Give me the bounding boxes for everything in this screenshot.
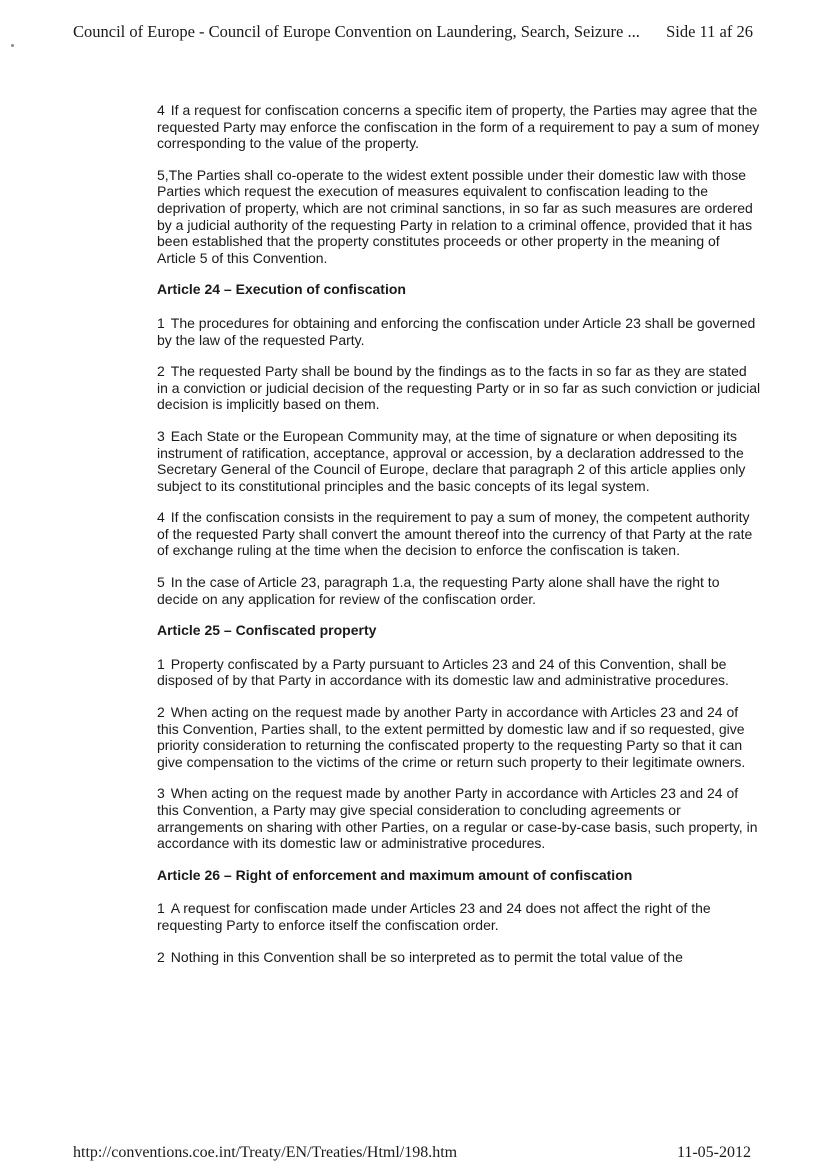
article-26-paragraph-1 bbox=[157, 900, 761, 933]
paragraph-text: Nothing in this Convention shall be so interpreted as to permit the total value of the bbox=[170, 948, 683, 965]
scan-speck bbox=[11, 44, 14, 47]
paragraph-number: 1 bbox=[157, 900, 165, 917]
paragraph-number: 2 bbox=[157, 363, 165, 380]
article-24-paragraph-5 bbox=[157, 574, 761, 607]
paragraph-number: 4 bbox=[157, 509, 165, 526]
paragraph-number: 2 bbox=[157, 704, 165, 721]
paragraph-number: 1 bbox=[157, 655, 165, 672]
article-25-paragraph-3 bbox=[157, 785, 761, 851]
paragraph-text: In the case of Article 23, paragraph 1.a, the requesting Party alone shall have the right to decide on any application for review of the confiscation order. bbox=[157, 574, 720, 607]
paragraph-text: A request for confiscation made under Articles 23 and 24 does not affect the right of the requesting Party to enforce itself the confiscation order. bbox=[157, 900, 711, 933]
article-23-paragraph-5 bbox=[157, 167, 761, 267]
article-26-heading: Article 26 – Right of enforcement and maximum amount of confiscation bbox=[157, 866, 633, 883]
article-23-paragraph-4 bbox=[157, 102, 761, 152]
paragraph-text: When acting on the request made by another Party in accordance with Articles 23 and 24 of this Convention, a Party may give special consideration to concluding agreements or arrangements on sharing with other Parties, on a regular or case-by-case basis, such property, in accordance with its domestic law or administrative procedures. bbox=[157, 785, 758, 852]
article-24-heading: Article 24 – Execution of confiscation bbox=[157, 281, 406, 298]
article-25-paragraph-2 bbox=[157, 704, 761, 770]
article-24-paragraph-3 bbox=[157, 428, 761, 494]
paragraph-number: 4 bbox=[157, 102, 165, 118]
document-body bbox=[157, 102, 761, 980]
page-number: Side 11 af 26 bbox=[666, 22, 753, 41]
paragraph-text: If a request for confiscation concerns a specific item of property, the Parties may agree that the requested Party may enforce the confiscation in the form of a requirement to pay a sum of money corresponding to the value of the property. bbox=[157, 102, 760, 152]
paragraph-text: When acting on the request made by another Party in accordance with Articles 23 and 24 of this Convention, Parties shall, to the extent permitted by domestic law and if so requested, give priority consideration to returning the confiscated property to the requesting Party so that it can give compensation to the victims of the crime or return such property to their legitimate owners. bbox=[157, 704, 746, 770]
paragraph-text: The procedures for obtaining and enforcing the confiscation under Article 23 shall be governed by the law of the requested Party. bbox=[157, 314, 756, 348]
source-url: http://conventions.coe.int/Treaty/EN/Treaties/Html/198.htm bbox=[73, 1144, 458, 1161]
article-24-paragraph-1 bbox=[157, 315, 761, 348]
paragraph-number: 3 bbox=[157, 785, 165, 802]
paragraph-number: 3 bbox=[157, 427, 165, 444]
article-24-paragraph-2 bbox=[157, 363, 761, 413]
paragraph-text: The requested Party shall be bound by the findings as to the facts in so far as they are stated in a conviction or judicial decision of the requesting Party or in so far as such conviction or judicial decision is implicitly based on them. bbox=[157, 363, 761, 413]
article-25-paragraph-1 bbox=[157, 656, 761, 689]
paragraph-number: 1 bbox=[157, 314, 165, 331]
paragraph-text: Property confiscated by a Party pursuant to Articles 23 and 24 of this Convention, shall be disposed of by that Party in accordance with its domestic law and administrative procedures. bbox=[157, 655, 729, 689]
article-25-heading: Article 25 – Confiscated property bbox=[157, 622, 377, 639]
paragraph-text: If the confiscation consists in the requirement to pay a sum of money, the competent authority of the requested Party shall convert the amount thereof into the currency of that Party at the rate of exchange ruling at the time when the decision to enforce the confiscation is taken. bbox=[157, 509, 753, 559]
paragraph-number: 5 bbox=[157, 574, 165, 591]
article-26-paragraph-2 bbox=[157, 949, 761, 966]
article-24-paragraph-4 bbox=[157, 509, 761, 559]
header-title: Council of Europe - Council of Europe Convention on Laundering, Search, Seizure ... bbox=[73, 22, 640, 41]
paragraph-text: 5,The Parties shall co-operate to the widest extent possible under their domestic law with those Parties which request the execution of measures equivalent to confiscation leading to the deprivation of property, which are not criminal sanctions, in so far as such measures are ordered by a judicial authority of the requesting Party in relation to a criminal offence, provided that it has been established that the property constitutes proceeds or other property in the meaning of Article 5 of this Convention. bbox=[157, 166, 753, 266]
paragraph-text: Each State or the European Community may, at the time of signature or when depositing its instrument of ratification, acceptance, approval or accession, by a declaration addressed to the Secretary General of the Council of Europe, declare that paragraph 2 of this article applies only subject to its constitutional principles and the basic concepts of its legal system. bbox=[157, 427, 746, 494]
paragraph-number: 2 bbox=[157, 948, 165, 965]
print-date: 11-05-2012 bbox=[676, 1144, 751, 1161]
